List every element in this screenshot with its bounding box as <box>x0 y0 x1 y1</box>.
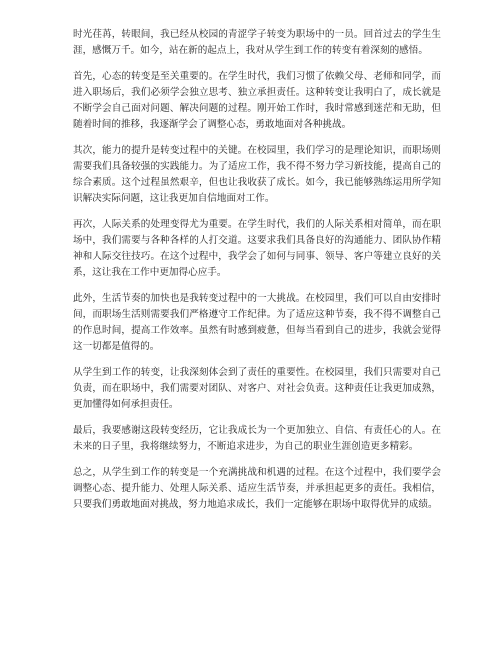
paragraph-conclusion: 总之，从学生到工作的转变是一个充满挑战和机遇的过程。在这个过程中，我们要学会调整心态、提升能力、处理人际关系、适应生活节奏，并承担起更多的责任。我相信，只要我们勇敢地面对挑战，努力地追求成长，我们一定能够在职场中取得优异的成绩。 <box>73 467 441 510</box>
paragraph-gratitude: 最后，我要感谢这段转变经历，它让我成长为一个更加独立、自信、有责任心的人。在未来的日子里，我将继续努力，不断追求进步，为自己的职业生涯创造更多精彩。 <box>73 425 441 452</box>
paragraph-relationships: 再次，人际关系的处理变得尤为重要。在学生时代，我们的人际关系相对简单，而在职场中，我们需要与各种各样的人打交道。这要求我们具备良好的沟通能力、团队协作精神和人际交往技巧。在这个过程中，我学会了如何与同事、领导、客户等建立良好的关系，这让我在工作中更加得心应手。 <box>73 219 441 278</box>
paragraph-responsibility: 从学生到工作的转变，让我深刻体会到了责任的重要性。在校园里，我们只需要对自己负责，而在职场中，我们需要对团队、对客户、对社会负责。这种责任让我更加成熟，更加懂得如何承担责任。 <box>73 367 441 410</box>
paragraph-intro: 时光荏苒，转眼间，我已经从校园的青涩学子转变为职场中的一员。回首过去的学生生涯，感慨万千。如今，站在新的起点上，我对从学生到工作的转变有着深刻的感悟。 <box>73 29 441 56</box>
paragraph-life-pace: 此外，生活节奏的加快也是我转变过程中的一大挑战。在校园里，我们可以自由安排时间，而职场生活则需要我们严格遵守工作纪律。为了适应这种节奏，我不得不调整自己的作息时间，提高工作效率。虽然有时感到疲惫，但每当看到自己的进步，我就会觉得这一切都是值得的。 <box>73 293 441 352</box>
document-body <box>73 27 441 523</box>
paragraph-mindset: 首先，心态的转变是至关重要的。在学生时代，我们习惯了依赖父母、老师和同学，而进入职场后，我们必须学会独立思考、独立承担责任。这种转变让我明白了，成长就是不断学会自己面对问题、解决问题的过程。刚开始工作时，我时常感到迷茫和无助，但随着时间的推移，我逐渐学会了调整心态，勇敢地面对各种挑战。 <box>73 71 441 130</box>
paragraph-ability: 其次，能力的提升是转变过程中的关键。在校园里，我们学习的是理论知识，而职场则需要我们具备较强的实践能力。为了适应工作，我不得不努力学习新技能，提高自己的综合素质。这个过程虽然艰辛，但也让我收获了成长。如今，我已能够熟练运用所学知识解决实际问题，这让我更加自信地面对工作。 <box>73 145 441 204</box>
